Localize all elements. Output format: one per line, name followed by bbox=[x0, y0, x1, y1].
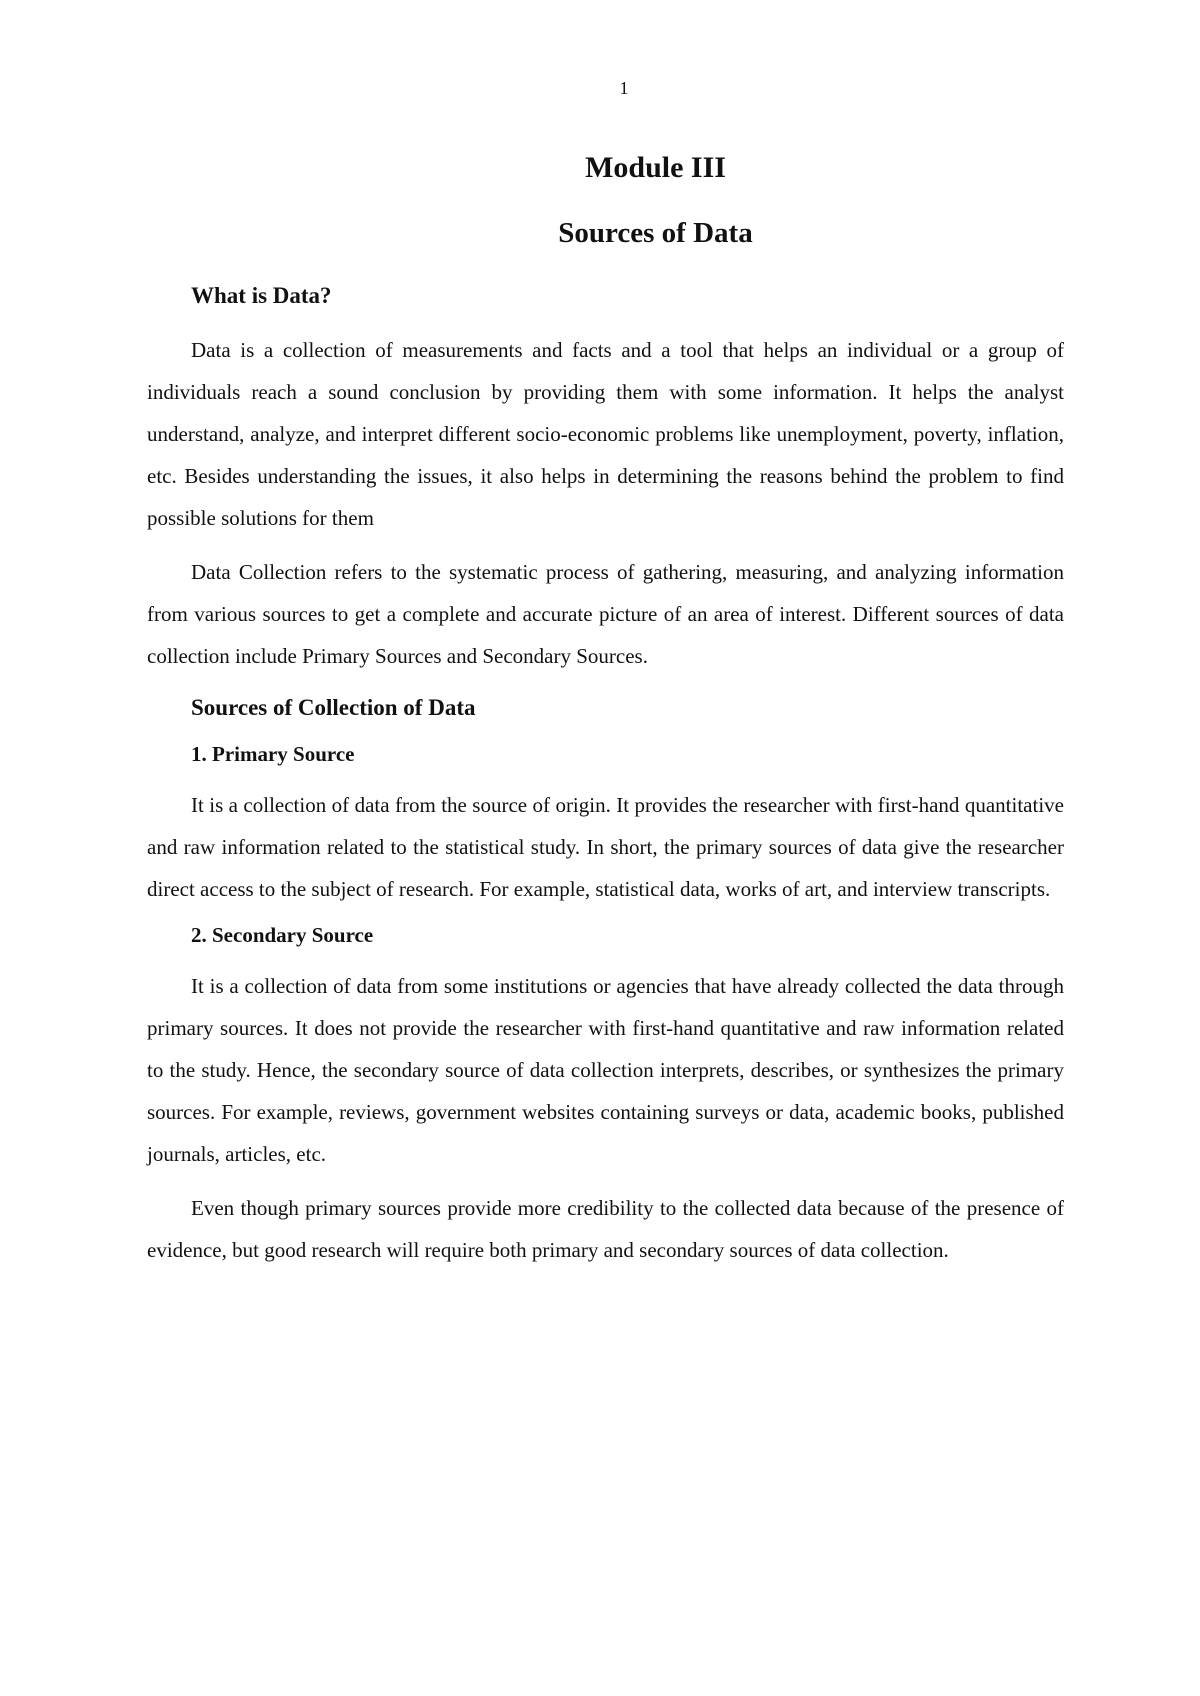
conclusion-paragraph: Even though primary sources provide more credibility to the collected data because of the presence of evidence, but good research will require both primary and secondary sources of data collection. bbox=[147, 1196, 1064, 1263]
page-number: 1 bbox=[619, 78, 629, 98]
page-title: Sources of Data bbox=[558, 217, 753, 249]
sources-of-collection-heading: Sources of Collection of Data bbox=[191, 694, 476, 720]
document-content bbox=[147, 150, 1064, 1283]
module-title: Module III bbox=[585, 151, 726, 184]
secondary-source-paragraph: It is a collection of data from some institutions or agencies that have already collected the data through primary sources. It does not provide the researcher with first-hand quantitative and raw information related to the study. Hence, the secondary source of data collection interprets, describes, or synthesizes the primary sources. For example, reviews, government websites containing surveys or data, academic books, published journals, articles, etc. bbox=[147, 974, 1064, 1167]
data-collection-paragraph: Data Collection refers to the systematic process of gathering, measuring, and analyzing information from various sources to get a complete and accurate picture of an area of interest. Different sources of data collection include Primary Sources and Secondary Sources. bbox=[147, 559, 1064, 668]
data-definition-paragraph: Data is a collection of measurements and facts and a tool that helps an individual or a group of individuals reach a sound conclusion by providing them with some information. It helps the analyst understand, analyze, and interpret different socio-economic problems like unemployment, poverty, inflation, etc. Besides understanding the issues, it also helps in determining the reasons behind the problem to find possible solutions for them bbox=[147, 337, 1064, 530]
primary-source-paragraph: It is a collection of data from the source of origin. It provides the researcher with first-hand quantitative and raw information related to the statistical study. In short, the primary sources of data give the researcher direct access to the subject of research. For example, statistical data, works of art, and interview transcripts. bbox=[147, 792, 1064, 901]
secondary-source-heading: 2. Secondary Source bbox=[191, 922, 374, 947]
what-is-data-heading: What is Data? bbox=[191, 282, 332, 308]
primary-source-heading: 1. Primary Source bbox=[191, 741, 355, 766]
